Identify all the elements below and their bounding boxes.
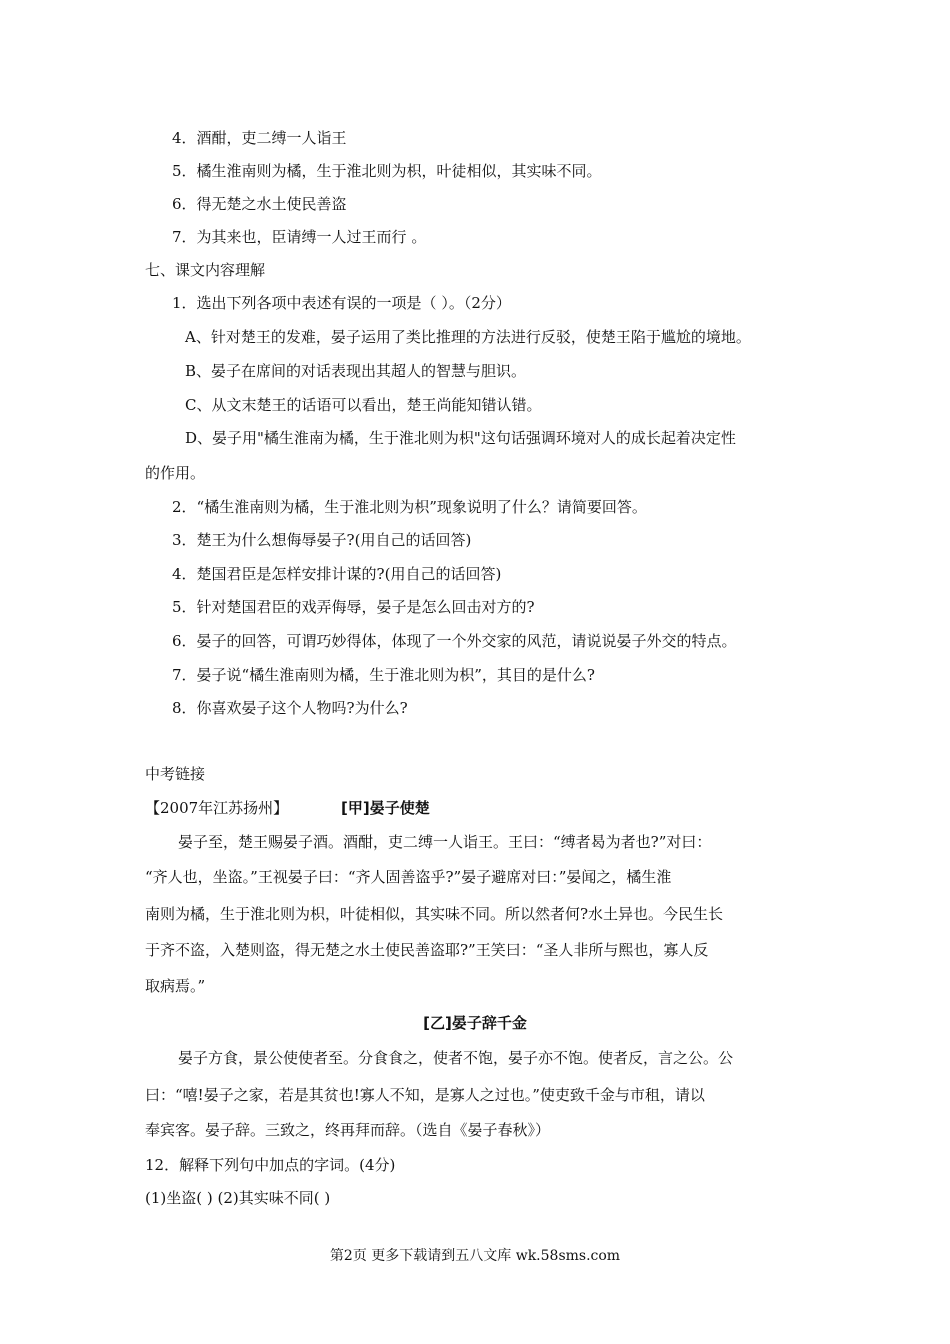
passage-b-line-2: 曰：“嘻!晏子之家，若是其贫也!寡人不知，是寡人之过也。”使吏致千金与市租，请以 xyxy=(145,1086,705,1104)
sentence-7: 7．为其来也，臣请缚一人过王而行 。 xyxy=(172,228,427,246)
sentence-6: 6．得无楚之水土使民善盗 xyxy=(172,195,347,213)
question-4: 4．楚国君臣是怎样安排计谋的?(用自己的话回答) xyxy=(172,565,502,583)
passage-a-line-4: 于齐不盗，入楚则盗，得无楚之水土使民善盗耶?”王笑曰：“圣人非所与熙也，寡人反 xyxy=(145,941,709,959)
passage-b-line-3: 奉宾客。晏子辞。三致之，终再拜而辞。（选自《晏子春秋》） xyxy=(145,1121,551,1139)
question-12: 12．解释下列句中加点的字词。(4分) xyxy=(145,1156,396,1174)
exam-link-heading: 中考链接 xyxy=(145,765,206,783)
option-d-continued: 的作用。 xyxy=(145,464,206,482)
question-3: 3．楚王为什么想侮辱晏子?(用自己的话回答) xyxy=(172,531,472,549)
option-b: B、晏子在席间的对话表现出其超人的智慧与胆识。 xyxy=(185,362,527,380)
passage-a-line-1: 晏子至，楚王赐晏子酒。酒酣，吏二缚一人诣王。王曰：“缚者曷为者也?”对曰： xyxy=(178,833,712,851)
page-footer: 第2页 更多下载请到五八文库 wk.58sms.com xyxy=(329,1248,621,1264)
question-7: 7．晏子说“橘生淮南则为橘，生于淮北则为枳”，其目的是什么? xyxy=(172,666,595,684)
question-1: 1．选出下列各项中表述有误的一项是（ ）。（2分） xyxy=(172,294,511,312)
option-d: D、晏子用"橘生淮南为橘，生于淮北则为枳"这句话强调环境对人的成长起着决定性 xyxy=(185,429,736,447)
passage-b-line-1: 晏子方食，景公使使者至。分食食之，使者不饱，晏子亦不饱。使者反，言之公。公 xyxy=(178,1049,734,1067)
question-12-items: (1)坐盗( ) (2)其实味不同( ) xyxy=(145,1189,331,1207)
passage-a-line-2: “齐人也，坐盗。”王视晏子曰：“齐人固善盗乎?”晏子避席对曰：”晏闻之，橘生淮 xyxy=(145,868,672,886)
passage-a-title: [甲]晏子使楚 xyxy=(341,799,430,817)
passage-a-line-5: 取病焉。” xyxy=(145,977,206,995)
passage-b-title: [乙]晏子辞千金 xyxy=(423,1014,527,1032)
question-8: 8．你喜欢晏子这个人物吗?为什么? xyxy=(172,699,408,717)
option-c: C、从文末楚王的话语可以看出，楚王尚能知错认错。 xyxy=(185,396,542,414)
sentence-5: 5．橘生淮南则为橘，生于淮北则为枳，叶徒相似，其实味不同。 xyxy=(172,162,602,180)
sentence-4: 4．酒酣，吏二缚一人诣王 xyxy=(172,129,347,147)
exam-source: 【2007年江苏扬州】 xyxy=(145,799,289,817)
question-2: 2．“橘生淮南则为橘，生于淮北则为枳”现象说明了什么？请简要回答。 xyxy=(172,498,647,516)
question-6: 6．晏子的回答，可谓巧妙得体，体现了一个外交家的风范，请说说晏子外交的特点。 xyxy=(172,632,737,650)
section-heading-comprehension: 七、课文内容理解 xyxy=(145,261,266,279)
option-a: A、针对楚王的发难，晏子运用了类比推理的方法进行反驳，使楚王陷于尴尬的境地。 xyxy=(185,328,751,346)
passage-a-line-3: 南则为橘，生于淮北则为枳，叶徒相似，其实味不同。所以然者何?水土异也。今民生长 xyxy=(145,905,724,923)
question-5: 5．针对楚国君臣的戏弄侮辱，晏子是怎么回击对方的? xyxy=(172,598,535,616)
